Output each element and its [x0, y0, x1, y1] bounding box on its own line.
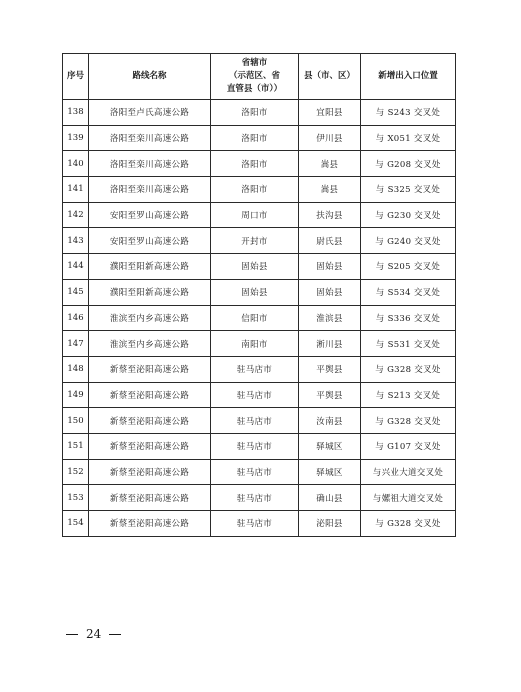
table-row	[63, 356, 456, 382]
table-row	[63, 202, 456, 228]
route-table-container	[62, 53, 455, 537]
cell-route-name: 新蔡至泌阳高速公路	[89, 459, 211, 485]
page-number: 24	[86, 627, 102, 641]
table-row	[63, 331, 456, 357]
page-footer	[66, 627, 121, 641]
cell-county: 伊川县	[299, 125, 361, 151]
cell-serial: 142	[63, 202, 89, 228]
cell-exit-location: 与 S243 交叉处	[361, 100, 456, 126]
cell-city: 驻马店市	[211, 382, 299, 408]
header-city-line: 省辖市	[241, 58, 268, 68]
header-city-line: （示范区、省	[228, 71, 280, 81]
cell-exit-location: 与 S213 交叉处	[361, 382, 456, 408]
cell-county: 泌阳县	[299, 511, 361, 537]
cell-serial: 139	[63, 125, 89, 151]
cell-city: 周口市	[211, 202, 299, 228]
cell-exit-location: 与 S325 交叉处	[361, 177, 456, 203]
table-row	[63, 228, 456, 254]
cell-city: 驻马店市	[211, 356, 299, 382]
cell-exit-location: 与 G328 交叉处	[361, 356, 456, 382]
cell-city: 驻马店市	[211, 485, 299, 511]
header-city-line: 直管县（市））	[226, 84, 283, 94]
cell-county: 驿城区	[299, 433, 361, 459]
cell-route-name: 濮阳至阳新高速公路	[89, 279, 211, 305]
cell-county: 确山县	[299, 485, 361, 511]
cell-city: 驻马店市	[211, 408, 299, 434]
cell-exit-location: 与 G240 交叉处	[361, 228, 456, 254]
cell-serial: 149	[63, 382, 89, 408]
cell-serial: 144	[63, 254, 89, 280]
table-row	[63, 382, 456, 408]
cell-route-name: 洛阳至栾川高速公路	[89, 125, 211, 151]
table-row	[63, 511, 456, 537]
cell-serial: 148	[63, 356, 89, 382]
cell-exit-location: 与 G107 交叉处	[361, 433, 456, 459]
cell-county: 驿城区	[299, 459, 361, 485]
cell-city: 信阳市	[211, 305, 299, 331]
cell-county: 平舆县	[299, 382, 361, 408]
cell-route-name: 新蔡至泌阳高速公路	[89, 356, 211, 382]
cell-route-name: 淮滨至内乡高速公路	[89, 305, 211, 331]
route-table	[62, 53, 456, 537]
cell-county: 平舆县	[299, 356, 361, 382]
table-body	[63, 100, 456, 537]
cell-exit-location: 与 S534 交叉处	[361, 279, 456, 305]
table-row	[63, 151, 456, 177]
cell-exit-location: 与 S336 交叉处	[361, 305, 456, 331]
cell-route-name: 新蔡至泌阳高速公路	[89, 485, 211, 511]
cell-county: 淮滨县	[299, 305, 361, 331]
cell-serial: 146	[63, 305, 89, 331]
cell-exit-location: 与 G328 交叉处	[361, 408, 456, 434]
cell-city: 洛阳市	[211, 177, 299, 203]
cell-city: 南阳市	[211, 331, 299, 357]
cell-route-name: 新蔡至泌阳高速公路	[89, 511, 211, 537]
cell-county: 嵩县	[299, 151, 361, 177]
cell-city: 驻马店市	[211, 511, 299, 537]
table-row	[63, 254, 456, 280]
cell-serial: 140	[63, 151, 89, 177]
cell-county: 尉氏县	[299, 228, 361, 254]
table-row	[63, 279, 456, 305]
cell-exit-location: 与嫘祖大道交叉处	[361, 485, 456, 511]
cell-county: 扶沟县	[299, 202, 361, 228]
cell-exit-location: 与 X051 交叉处	[361, 125, 456, 151]
cell-serial: 141	[63, 177, 89, 203]
footer-dash-right	[109, 634, 121, 635]
cell-city: 驻马店市	[211, 433, 299, 459]
table-row	[63, 125, 456, 151]
table-header-row	[63, 54, 456, 100]
cell-exit-location: 与 G230 交叉处	[361, 202, 456, 228]
table-row	[63, 408, 456, 434]
cell-route-name: 洛阳至卢氏高速公路	[89, 100, 211, 126]
cell-serial: 153	[63, 485, 89, 511]
cell-city: 固始县	[211, 254, 299, 280]
cell-county: 固始县	[299, 254, 361, 280]
cell-serial: 151	[63, 433, 89, 459]
cell-serial: 154	[63, 511, 89, 537]
cell-county: 汝南县	[299, 408, 361, 434]
cell-route-name: 新蔡至泌阳高速公路	[89, 408, 211, 434]
cell-serial: 145	[63, 279, 89, 305]
table-row	[63, 305, 456, 331]
footer-dash-left	[66, 634, 78, 635]
table-row	[63, 485, 456, 511]
cell-route-name: 新蔡至泌阳高速公路	[89, 382, 211, 408]
cell-city: 洛阳市	[211, 151, 299, 177]
table-row	[63, 177, 456, 203]
cell-exit-location: 与 S205 交叉处	[361, 254, 456, 280]
cell-serial: 147	[63, 331, 89, 357]
cell-county: 宜阳县	[299, 100, 361, 126]
cell-exit-location: 与兴业大道交叉处	[361, 459, 456, 485]
cell-route-name: 洛阳至栾川高速公路	[89, 151, 211, 177]
cell-route-name: 濮阳至阳新高速公路	[89, 254, 211, 280]
cell-route-name: 新蔡至泌阳高速公路	[89, 433, 211, 459]
table-row	[63, 459, 456, 485]
cell-route-name: 淮滨至内乡高速公路	[89, 331, 211, 357]
cell-serial: 152	[63, 459, 89, 485]
cell-city: 驻马店市	[211, 459, 299, 485]
table-row	[63, 100, 456, 126]
cell-city: 洛阳市	[211, 100, 299, 126]
cell-exit-location: 与 G208 交叉处	[361, 151, 456, 177]
header-serial: 序号	[63, 54, 89, 100]
cell-city: 开封市	[211, 228, 299, 254]
header-exit-location: 新增出入口位置	[361, 54, 456, 100]
cell-serial: 143	[63, 228, 89, 254]
header-city	[211, 54, 299, 100]
cell-county: 淅川县	[299, 331, 361, 357]
cell-route-name: 洛阳至栾川高速公路	[89, 177, 211, 203]
cell-serial: 150	[63, 408, 89, 434]
header-county: 县（市、区）	[299, 54, 361, 100]
cell-county: 嵩县	[299, 177, 361, 203]
header-route-name: 路线名称	[89, 54, 211, 100]
cell-route-name: 安阳至罗山高速公路	[89, 228, 211, 254]
cell-city: 洛阳市	[211, 125, 299, 151]
cell-city: 固始县	[211, 279, 299, 305]
table-row	[63, 433, 456, 459]
cell-exit-location: 与 S531 交叉处	[361, 331, 456, 357]
cell-serial: 138	[63, 100, 89, 126]
cell-exit-location: 与 G328 交叉处	[361, 511, 456, 537]
cell-route-name: 安阳至罗山高速公路	[89, 202, 211, 228]
cell-county: 固始县	[299, 279, 361, 305]
